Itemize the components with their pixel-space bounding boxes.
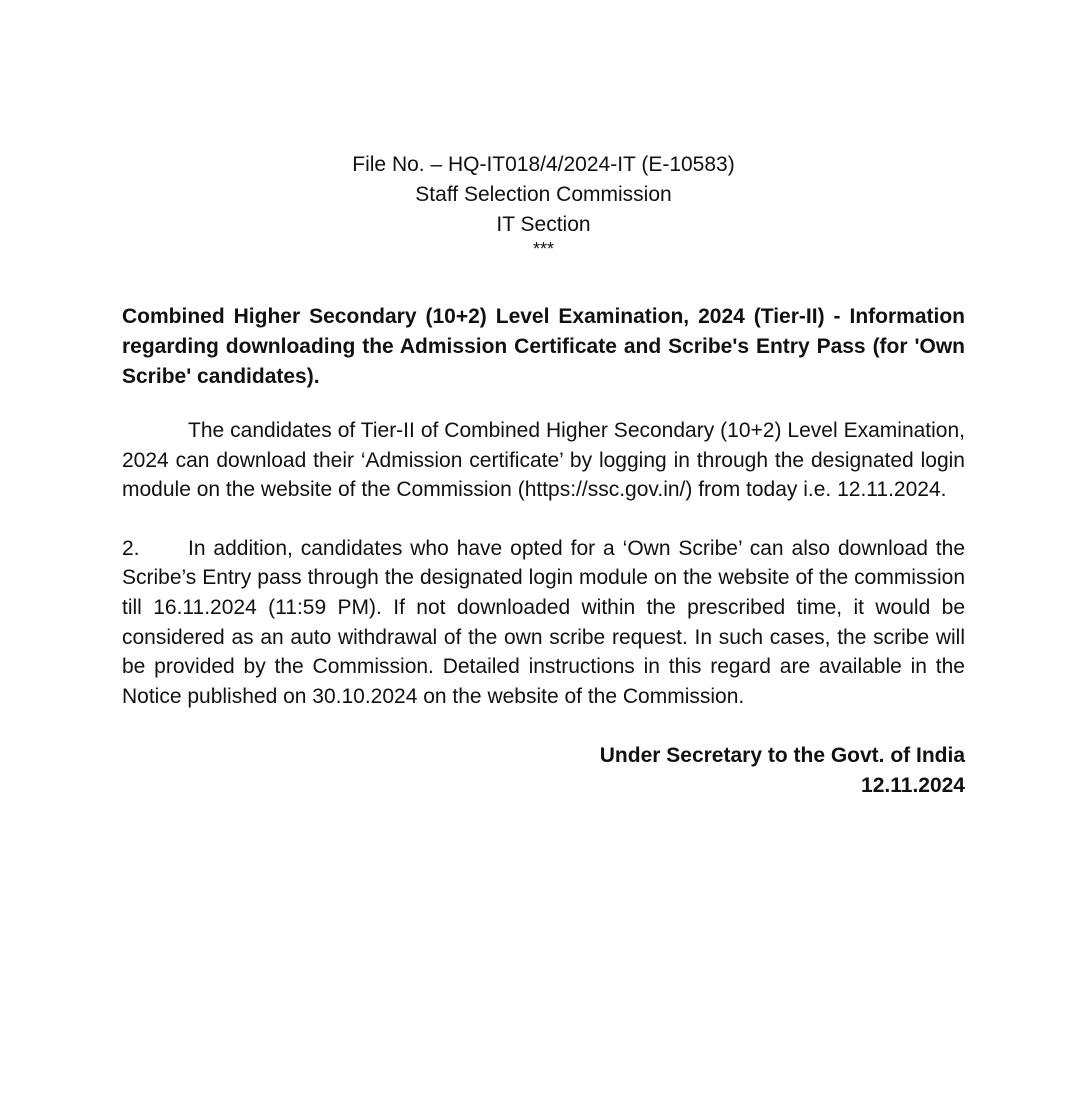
- signature-block: [122, 741, 965, 801]
- paragraph-1: [122, 416, 965, 505]
- signature-date: 12.11.2024: [861, 774, 965, 798]
- section-name: IT Section: [496, 213, 591, 236]
- paragraph-2: [122, 534, 965, 712]
- notice-document: [122, 150, 965, 801]
- document-header: [122, 150, 965, 259]
- file-number: File No. – HQ-IT018/4/2024-IT (E-10583): [352, 153, 735, 176]
- paragraph-1-text: The candidates of Tier-II of Combined Higher Secondary (10+2) Level Examination, 2024 can download their ‘Admission certificate’ by logging in through the designated login module on the website of the Commission (https://ssc.gov.in/) from today i.e. 12.11.2024.: [122, 419, 965, 502]
- organization-name: Staff Selection Commission: [415, 183, 672, 206]
- paragraph-2-text: In addition, candidates who have opted for a ‘Own Scribe’ can also download the Scribe’s Entry pass through the designated login module on the website of the commission till 16.11.2024 (11:59 PM). If not downloaded within the prescribed time, it would be considered as an auto withdrawal of the own scribe request. In such cases, the scribe will be provided by the Commission. Detailed instructions in this regard are available in the Notice published on 30.10.2024 on the website of the Commission.: [122, 536, 965, 708]
- paragraph-2-number: 2.: [122, 536, 140, 560]
- header-separator: ***: [532, 239, 554, 259]
- signatory-designation: Under Secretary to the Govt. of India: [599, 744, 965, 768]
- notice-subject: Combined Higher Secondary (10+2) Level Examination, 2024 (Tier-II) - Information regarding downloading the Admission Certificate and Scribe's Entry Pass (for 'Own Scribe' candidates).: [122, 305, 965, 388]
